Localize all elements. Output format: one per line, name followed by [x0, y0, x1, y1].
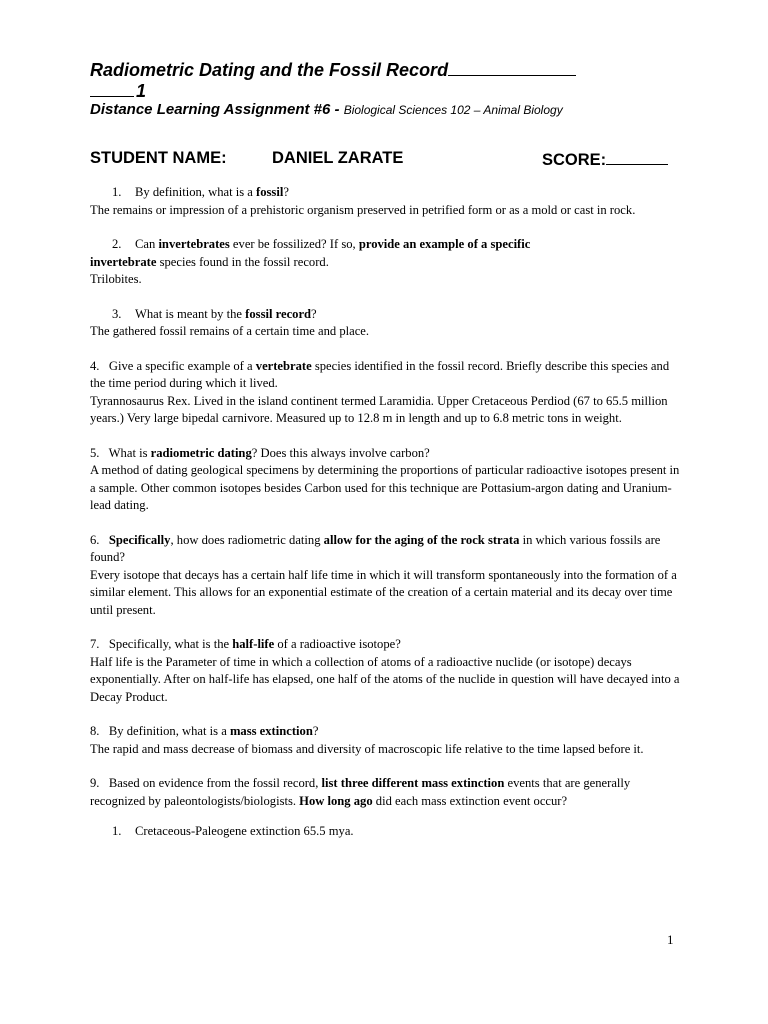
question-7: 7. Specifically, what is the half-life of a radioactive isotope? [90, 637, 401, 651]
question-8: 8. By definition, what is a mass extinction? [90, 724, 319, 738]
page-number: 1 [667, 932, 674, 947]
answer-9-item-1: 1. Cretaceous-Paleogene extinction 65.5 mya. [112, 823, 354, 838]
answer-6: Every isotope that decays has a certain half life time in which it will transform spontaneously into the formation of a similar element. This allows for an exponential estimate of the creation of a certain material and its decay over time until present. [90, 567, 677, 617]
document-title [90, 59, 576, 81]
questions-body [90, 184, 682, 853]
answer-8: The rapid and mass decrease of biomass and diversity of macroscopic life relative to the time lapsed before it. [90, 741, 644, 756]
answer-5: A method of dating geological specimens by determining the proportions of particular radioactive isotopes present in a sample. Other common isotopes besides Carbon used for this technique are Pottasium-argon dating and Uranium-lead dating. [90, 463, 680, 512]
title-underline [448, 59, 576, 76]
course-label: Biological Sciences 102 – Animal Biology [343, 103, 563, 117]
question-5: 5. What is radiometric dating? Does this always involve carbon? [90, 445, 430, 460]
score-field [542, 149, 668, 170]
answer-7: Half life is the Parameter of time in which a collection of atoms of a radioactive nuclide (or isotope) decays exponentially. After on half-life has elapsed, one half of the atoms of the nuclide in question will have decayed into a Decay Product. [90, 654, 680, 704]
question-9: 9. Based on evidence from the fossil record, list three different mass extinction events that are generally recognized by paleontologists/biologists. How long ago did each mass extinction event occur? [90, 776, 631, 808]
student-name: DANIEL ZARATE [272, 149, 404, 167]
question-3: 3. What is meant by the fossil record? [112, 306, 317, 321]
assignment-subtitle [90, 100, 563, 120]
question-2: 2. Can invertebrates ever be fossilized? If so, provide an example of a specific [112, 237, 531, 251]
title-text: Radiometric Dating and the Fossil Record [90, 60, 449, 80]
title-suffix-line [90, 80, 146, 102]
assignment-label: Distance Learning Assignment #6 - [90, 101, 344, 118]
answer-3: The gathered fossil remains of a certain time and place. [90, 324, 370, 338]
question-4: 4. Give a specific example of a vertebrate species identified in the fossil record. Briefly describe this species and the time period during which it lived. [90, 358, 670, 390]
question-2-cont: invertebrate species found in the fossil record. [90, 254, 329, 269]
answer-4: Tyrannosaurus Rex. Lived in the island continent termed Laramidia. Upper Cretaceous Perdiod (67 to 65.5 million years.) Very large bipedal carnivore. Measured up to 12.8 m in length and up to 6.8 metric tons in weight. [90, 393, 668, 425]
title-suffix-underline [90, 82, 134, 97]
score-blank [606, 149, 668, 165]
student-name-label: STUDENT NAME: [90, 149, 227, 167]
title-suffix: 1 [136, 81, 147, 101]
answer-1: The remains or impression of a prehistoric organism preserved in petrified form or as a mold or cast in rock. [90, 202, 636, 217]
question-6: 6. Specifically, how does radiometric dating allow for the aging of the rock strata in which various fossils are found? [90, 532, 661, 564]
question-1: 1. By definition, what is a fossil? [112, 185, 289, 199]
answer-2: Trilobites. [90, 272, 142, 286]
score-label: SCORE: [542, 151, 607, 169]
student-row [90, 149, 680, 171]
